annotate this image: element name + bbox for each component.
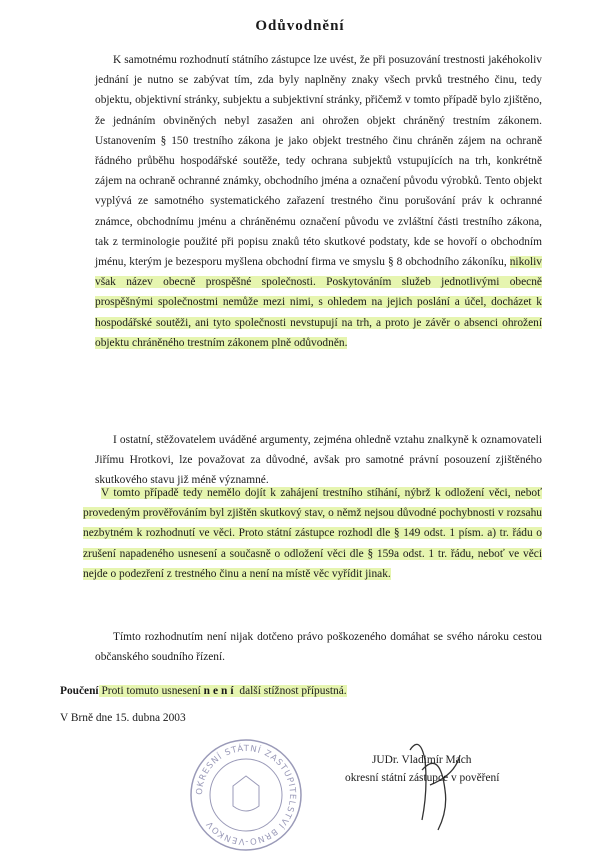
highlighted-text: nikoliv však název obecně prospěšné společnosti. Poskytováním služeb jednotlivými obecně prospěšnými společnostmi nemůže mezi nimi, s ohledem na jejich poslání a účel, docházet k hospodářské soutěži, ani tyto společnosti nevstupují na trh, a proto je závěr o absenci ohrožení objektu chráněného trestním zákonem plně odůvodněn. (95, 256, 542, 349)
signatory-role: okresní státní zástupce v pověření (345, 772, 500, 784)
handwritten-signature-icon (400, 730, 480, 840)
paragraph-rights-note: Tímto rozhodnutím není nijak dotčeno právo poškozeného domáhat se svého nároku cestou občanského soudního řízení. (95, 631, 542, 664)
document-date: V Brně dne 15. dubna 2003 (60, 712, 186, 724)
instruction-text (99, 685, 347, 697)
paragraph-arguments: I ostatní, stěžovatelem uváděné argumenty, zejména ohledně vztahu znalkyně k oznamovateli Jiřímu Hrotkovi, lze považovat za důvodné, avšak pro samotné právní posouzení zjištěného skutkového stavu již méně významné. (95, 434, 542, 487)
signatory-name: JUDr. Vladimír Mach (372, 754, 472, 766)
instruction-emphasis: není (203, 685, 237, 697)
paragraph-text: K samotnému rozhodnutí státního zástupce lze uvést, že při posuzování trestnosti jakéhokoliv jednání je nutno se zabývat tím, zda byly naplněny znaky všech prvků trestného činu, tedy objektu, objektivní stránky, subjektu a subjektivní stránky, přičemž v tomto případě bylo zjištěno, že jednáním obviněných nebyl zasažen ani ohrožen objekt chráněný trestním zákonem. Ustanovením § 150 trestního zákona je jako objekt trestného činu chráněn zájem na ochraně řádného průběhu hospodářské soutěže, tedy ochrana subjektů vstupujících na trh, konkrétně zájem na ochraně ochranné známky, obchodního jména a označení původu výrobků. Tento objekt vyplývá ze samotného systematického zařazení trestného činu porušování práv k ochranné známce, obchodnímu jménu a chráněnému označení původu ve zvláštní části trestního zákona, tak z terminologie použité při popisu znaků této skutkové podstaty, kde se hovoří o obchodním jménu, kterým je bezesporu myšlena obchodní firma ve smyslu § 8 obchodního zákoníku, (95, 54, 542, 269)
instruction-text-part: Proti tomuto usnesení (98, 685, 204, 697)
official-stamp-icon (187, 736, 305, 854)
paragraph-justification (95, 50, 542, 353)
stamp-text: OKRESNÍ STÁTNÍ ZASTUPITELSTVÍ BRNO-VENKOV (194, 743, 298, 847)
highlighted-text: V tomto případě tedy nemělo dojít k zahájení trestního stíhání, nýbrž k odložení věci, neboť provedeným prověřováním byl zjištěn skutkový stav, o němž nejsou důvodné pochybnosti v rozsahu nezbytném k rozhodnutí ve věci. Proto státní zástupce rozhodl dle § 149 odst. 1 písm. a) tr. řádu o zrušení napadeného usnesení a současně o odložení věci dle § 159a odst. 1 tr. řádu, neboť ve věci nejde o podezření z trestného činu a není na místě věc vyřídit jinak. (83, 487, 542, 580)
instruction-line (60, 681, 347, 701)
paragraph-decision (83, 483, 542, 584)
page-title: Odůvodnění (255, 18, 345, 34)
instruction-label: Poučení (60, 685, 99, 697)
instruction-text-part: další stížnost přípustná. (236, 685, 347, 697)
